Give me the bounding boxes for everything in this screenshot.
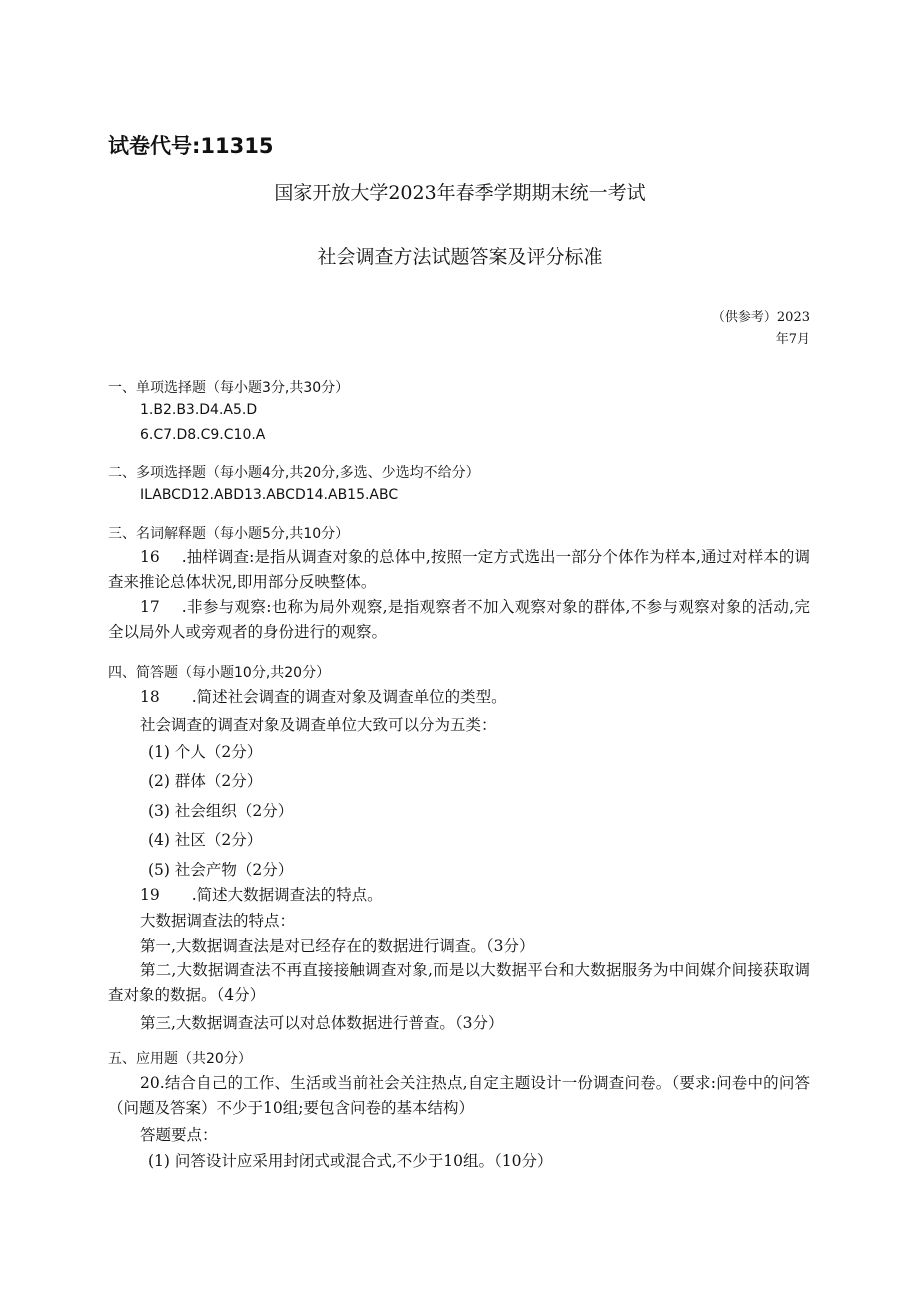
q18-question [140,685,507,707]
exam-title: 国家开放大学2023年春季学期期末统一考试 [274,182,646,204]
q18-intro: 社会调查的调查对象及调查单位大致可以分为五类： [140,716,497,734]
q19-point1: 第一,大数据调查法是对已经存在的数据进行调查。（3分） [140,937,535,955]
answer-point-1: (1) 问答设计应采用封闭式或混合式,不少于10组。（10分） [148,1152,553,1170]
q17-text: .非参与观察:也称为局外观察,是指观察者不加入观察对象的群体,不参与观察对象的活动,完全以局外人或旁观者的身份进行的观察。 [108,598,810,641]
q19-question [140,883,383,905]
q16-definition [108,545,810,595]
exam-subtitle: 社会调查方法试题答案及评分标准 [317,246,603,268]
q20-question: 20.结合自己的工作、生活或当前社会关注热点,自定主题设计一份调查问卷。（要求:问卷中的问答（问题及答案）不少于10组;要包含问卷的基本结构） [108,1074,810,1117]
q18-item: (2) 群体（2分） [148,772,263,790]
q18-item: (3) 社会组织（2分） [148,802,294,820]
section2-title: 二、多项选择题（每小题4分,共20分,多选、少选均不给分） [108,465,480,481]
section1-title: 一、单项选择题（每小题3分,共30分） [108,380,350,396]
answer-points-label: 答题要点： [140,1126,218,1144]
q18-item: (5) 社会产物（2分） [148,861,294,879]
q16-number: 16 [140,548,160,566]
q16-text: .抽样调查:是指从调查对象的总体中,按照一定方式选出一部分个体作为样本,通过对样本的调查来推论总体状况,即用部分反映整体。 [108,548,810,591]
q19-text: .简述大数据调查法的特点。 [191,886,383,904]
q19-intro: 大数据调查法的特点： [140,912,296,930]
q18-item: (1) 个人（2分） [148,743,263,761]
q18-text: .简述社会调查的调查对象及调查单位的类型。 [191,688,507,706]
section5-title: 五、应用题（共20分） [108,1051,252,1067]
q19-point2: 第二,大数据调查法不再直接接触调查对象,而是以大数据平台和大数据服务为中间媒介间接获取调查对象的数据。（4分） [108,961,810,1004]
section3-title: 三、名词解释题（每小题5分,共10分） [108,526,350,542]
q18-item: (4) 社区（2分） [148,831,263,849]
q19-number: 19 [140,886,160,904]
section2-answers: ILABCD12.ABD13.ABCD14.AB15.ABC [140,487,399,503]
q19-point3: 第三,大数据调查法可以对总体数据进行普查。（3分） [140,1014,504,1032]
q18-number: 18 [140,688,160,706]
section1-answers-row2: 6.C7.D8.C9.C10.A [140,427,266,443]
q17-definition [108,595,810,645]
q17-number: 17 [140,598,160,616]
section1-answers-row1: 1.B2.B3.D4.A5.D [140,402,258,418]
reference-date: 年7月 [775,332,810,347]
reference-note: （供参考）2023 [711,310,810,325]
section4-title: 四、简答题（每小题10分,共20分） [108,665,331,681]
exam-code: 试卷代号:11315 [108,134,274,158]
